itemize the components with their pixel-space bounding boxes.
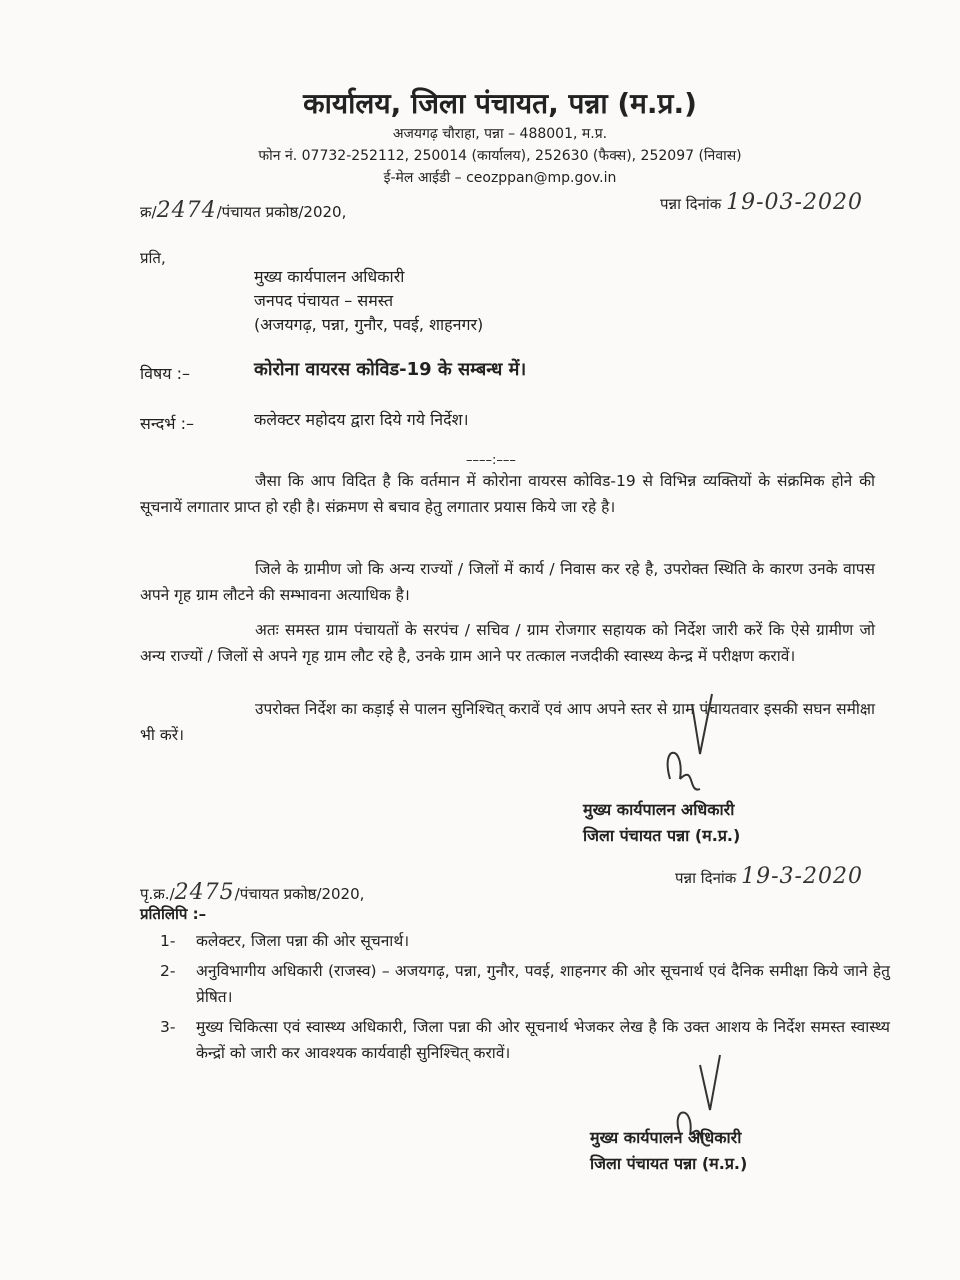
- signature-2-designation: मुख्य कार्यपालन अधिकारी: [590, 1128, 742, 1147]
- body-paragraph-3: अतः समस्त ग्राम पंचायतों के सरपंच / सचिव / ग्राम रोजगार सहायक को निर्देश जारी करें कि ऐसे ग्रामीण जो अन्य राज्यों / जिलों से अपने गृह ग्राम लौट रहे है, उनके ग्राम आने पर तत्काल नजदीकी स्वास्थ्य केन्द्र में परीक्षण करावें।: [140, 621, 875, 665]
- context-label: सन्दर्भ :–: [140, 414, 194, 433]
- context-text: कलेक्टर महोदय द्वारा दिये गये निर्देश।: [254, 410, 469, 429]
- reference-number-line: [140, 198, 346, 223]
- recipient-label: प्रति,: [140, 249, 166, 267]
- section-separator: ––––:–––: [466, 453, 516, 468]
- list-item-number: 2-: [160, 962, 176, 980]
- endorsement-suffix: /पंचायत प्रकोष्ठ/2020,: [234, 885, 365, 903]
- endorsement-date-label: पन्ना दिनांक: [675, 869, 737, 887]
- body-paragraph-4: उपरोक्त निर्देश का कड़ाई से पालन सुनिश्चित् करावें एवं आप अपने स्तर से ग्राम पंचायतवार इसकी सघन समीक्षा भी करें।: [140, 700, 875, 744]
- reference-prefix: क्र/: [140, 203, 157, 221]
- list-item: [160, 958, 890, 1010]
- office-email: ई-मेल आईडी – ceozppan@mp.gov.in: [383, 170, 617, 186]
- list-item-text: कलेक्टर, जिला पन्ना की ओर सूचनार्थ।: [196, 932, 410, 950]
- recipient-line-1: मुख्य कार्यपालन अधिकारी: [254, 267, 405, 286]
- endorsement-date-handwritten: 19-3-2020: [741, 864, 863, 889]
- reference-date-label: पन्ना दिनांक: [660, 195, 722, 213]
- body-paragraph-1: जैसा कि आप विदित है कि वर्तमान में कोरोना वायरस कोविड-19 से विभिन्न व्यक्तियों के संक्रमिक होने की सूचनायें लगातार प्राप्त हो रही है। संक्रमण से बचाव हेतु लगातार प्रयास किये जा रहे है।: [140, 472, 875, 516]
- endorsement-prefix: पृ.क्र./: [140, 885, 175, 903]
- list-item-text: मुख्य चिकित्सा एवं स्वास्थ्य अधिकारी, जिला पन्ना की ओर सूचनार्थ भेजकर लेख है कि उक्त आशय के निर्देश समस्त स्वास्थ्य केन्द्रों को जारी कर आवश्यक कार्यवाही सुनिश्चित् करावें।: [196, 1018, 890, 1062]
- signature-scribble-1: [640, 684, 760, 804]
- recipient-line-3: (अजयगढ़, पन्ना, गुनौर, पवई, शाहनगर): [254, 315, 484, 334]
- endorsement-date-line: [675, 864, 863, 889]
- list-item: [160, 1014, 890, 1066]
- list-item-text: अनुविभागीय अधिकारी (राजस्व) – अजयगढ़, पन्ना, गुनौर, पवई, शाहनगर की ओर सूचनार्थ एवं दैनिक समीक्षा किये जाने हेतु प्रेषित।: [196, 962, 890, 1006]
- signature-1-designation: मुख्य कार्यपालन अधिकारी: [583, 800, 735, 819]
- list-item-number: 3-: [160, 1018, 176, 1036]
- reference-number-handwritten: 2474: [156, 198, 217, 223]
- signature-block-1: [583, 797, 740, 849]
- list-item-number: 1-: [160, 932, 176, 950]
- office-phone: फोन नं. 07732-252112, 250014 (कार्यालय), 252630 (फैक्स), 252097 (निवास): [258, 148, 742, 164]
- body-paragraph-2: जिले के ग्रामीण जो कि अन्य राज्यों / जिलों में कार्य / निवास कर रहे है, उपरोक्त स्थिति के कारण उनके वापस अपने गृह ग्राम लौटने की सम्भावना अत्याधिक है।: [140, 560, 875, 604]
- office-title: कार्यालय, जिला पंचायत, पन्ना (म.प्र.): [303, 87, 697, 120]
- list-item: [160, 928, 890, 954]
- copy-list: [160, 928, 890, 1070]
- copy-label: प्रतिलिपि :–: [140, 905, 207, 923]
- subject-label: विषय :–: [140, 364, 191, 383]
- office-address: अजयगढ़ चौराहा, पन्ना – 488001, म.प्र.: [392, 126, 608, 142]
- endorsement-number-handwritten: 2475: [174, 880, 235, 905]
- signature-block-2: [590, 1125, 747, 1177]
- reference-date-handwritten: 19-03-2020: [726, 190, 863, 215]
- subject-text: कोरोना वायरस कोविड-19 के सम्बन्ध में।: [254, 359, 527, 380]
- signature-1-office: जिला पंचायत पन्ना (म.प्र.): [583, 826, 741, 845]
- recipient-line-2: जनपद पंचायत – समस्त: [254, 291, 394, 310]
- signature-2-office: जिला पंचायत पन्ना (म.प्र.): [590, 1154, 748, 1173]
- reference-suffix: /पंचायत प्रकोष्ठ/2020,: [216, 203, 347, 221]
- reference-date-line: [660, 190, 863, 215]
- endorsement-number-line: [140, 880, 364, 905]
